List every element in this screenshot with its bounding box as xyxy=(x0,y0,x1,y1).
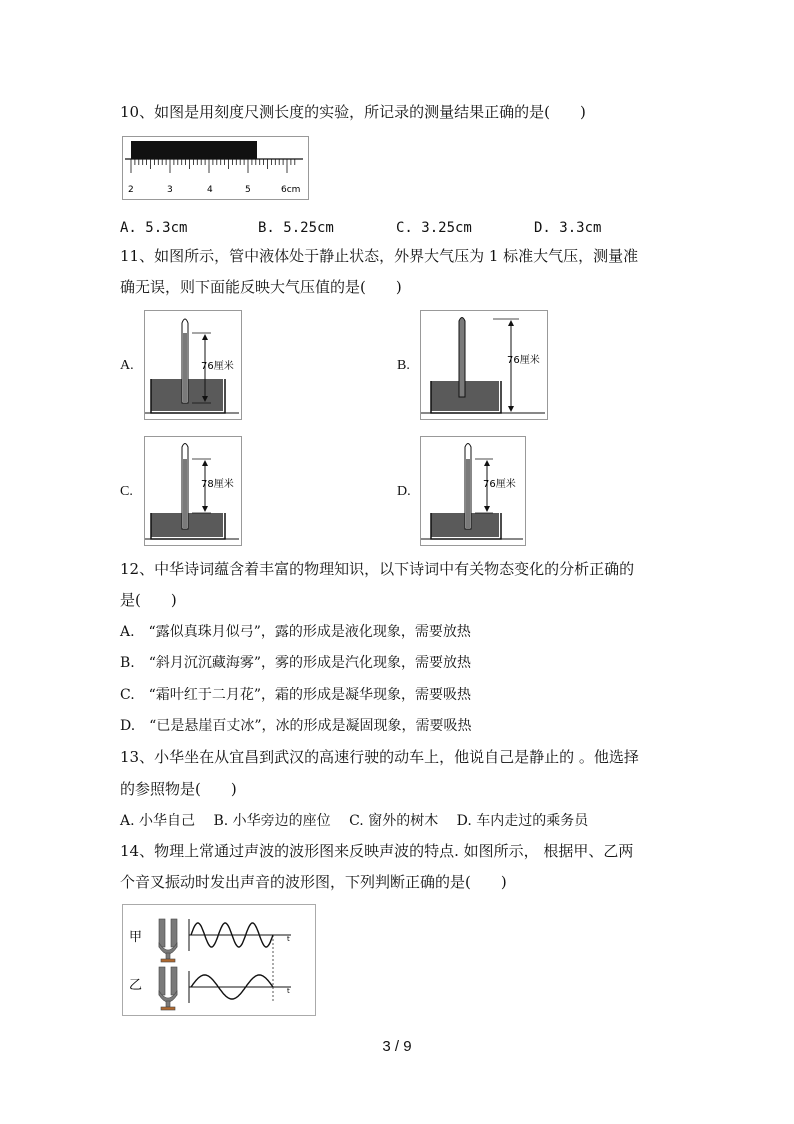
page-number: 3 / 9 xyxy=(382,1038,412,1055)
label-yi: 乙 xyxy=(129,978,143,993)
q10-option-d: D. 3.3cm xyxy=(534,220,602,236)
axis-t-jia: t xyxy=(287,935,290,943)
q13-stem-line1: 13、小华坐在从宜昌到武汉的高速行驶的动车上，他说自己是静止的 。他选择 xyxy=(120,748,639,766)
q12-option-b: B. “斜月沉沉藏海雾”，雾的形成是汽化现象，需要放热 xyxy=(120,655,472,671)
q10-option-c: C. 3.25cm xyxy=(396,220,472,236)
q11-stem-line1: 11、如图所示，管中液体处于静止状态，外界大气压为 1 标准大气压，测量准 xyxy=(120,247,639,265)
ruler-figure xyxy=(122,136,309,200)
q10-option-b: B. 5.25cm xyxy=(258,220,334,236)
q10-stem: 10、如图是用刻度尺测长度的实验，所记录的测量结果正确的是( ) xyxy=(120,103,586,121)
q11-label-a: A. xyxy=(120,358,134,373)
tick-5: 5 xyxy=(245,185,251,195)
label-jia: 甲 xyxy=(129,930,143,945)
q11-figure-c xyxy=(144,436,242,546)
measured-object xyxy=(131,141,257,159)
q13-options: A. 小华自己 B. 小华旁边的座位 C. 窗外的树木 D. 车内走过的乘务员 xyxy=(120,813,589,829)
q12-option-c: C. “霜叶红于二月花”，霜的形成是凝华现象，需要吸热 xyxy=(120,687,471,703)
q11-a-height: 76厘米 xyxy=(201,361,234,372)
ruler-diagram xyxy=(123,137,308,199)
q12-option-a: A. “露似真珠月似弓”，露的形成是液化现象，需要放热 xyxy=(120,624,471,640)
q12-stem-line1: 12、中华诗词蕴含着丰富的物理知识，以下诗词中有关物态变化的分析正确的 xyxy=(120,560,635,578)
axis-t-yi: t xyxy=(287,987,290,995)
tick-3: 3 xyxy=(167,185,173,195)
q11-figure-b xyxy=(420,310,548,420)
q12-stem-line2: 是( ) xyxy=(120,591,177,609)
q11-d-height: 76厘米 xyxy=(483,479,516,490)
q11-label-b: B. xyxy=(397,358,410,373)
tuning-fork-jia-icon xyxy=(159,919,177,962)
tick-6cm: 6cm xyxy=(281,185,301,195)
q10-option-a: A. 5.3cm xyxy=(120,220,188,236)
q11-figure-a xyxy=(144,310,242,420)
q11-stem-line2: 确无误，则下面能反映大气压值的是( ) xyxy=(120,278,402,296)
q12-option-d: D. “已是悬崖百丈冰”，冰的形成是凝固现象，需要吸热 xyxy=(120,718,472,734)
q14-stem-line2: 个音叉振动时发出声音的波形图，下列判断正确的是( ) xyxy=(120,873,507,891)
tuning-fork-yi-icon xyxy=(159,967,177,1010)
q11-label-d: D. xyxy=(397,484,411,499)
q11-c-height: 78厘米 xyxy=(201,479,234,490)
q11-figure-d xyxy=(420,436,526,546)
q14-stem-line1: 14、物理上常通过声波的波形图来反映声波的特点. 如图所示， 根据甲、乙两 xyxy=(120,842,634,860)
tick-2: 2 xyxy=(128,185,134,195)
tick-4: 4 xyxy=(207,185,213,195)
q11-label-c: C. xyxy=(120,484,133,499)
q13-stem-line2: 的参照物是( ) xyxy=(120,780,237,798)
q11-b-height: 76厘米 xyxy=(507,355,540,366)
q14-waveform-figure xyxy=(122,904,316,1016)
